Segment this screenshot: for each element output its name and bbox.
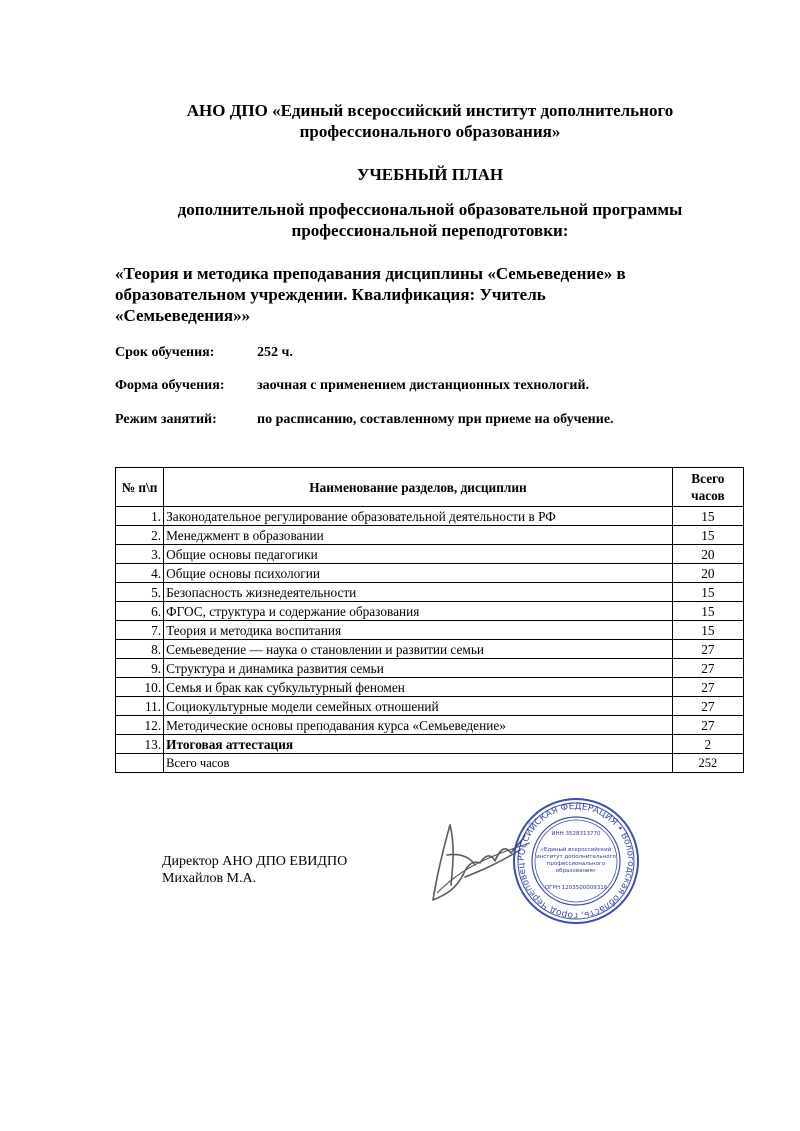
study-form-field bbox=[115, 378, 590, 394]
row-name: Методические основы преподавания курса «Семьеведение» bbox=[164, 716, 673, 735]
row-name: Общие основы педагогики bbox=[164, 545, 673, 564]
signer-position: Директор АНО ДПО ЕВИДПО bbox=[162, 854, 348, 869]
study-mode-field bbox=[115, 412, 614, 428]
row-number: 1. bbox=[116, 507, 164, 526]
row-number: 6. bbox=[116, 602, 164, 621]
row-hours: 27 bbox=[672, 716, 743, 735]
row-name: Менеджмент в образовании bbox=[164, 526, 673, 545]
row-hours: 27 bbox=[672, 697, 743, 716]
row-hours: 27 bbox=[672, 678, 743, 697]
row-name: Законодательное регулирование образовательной деятельности в РФ bbox=[164, 507, 673, 526]
header-name: Наименование разделов, дисциплин bbox=[164, 468, 673, 507]
organization-line-2: профессионального образования» bbox=[299, 122, 561, 141]
row-name: Безопасность жизнедеятельности bbox=[164, 583, 673, 602]
stamp-center-line-4: образования» bbox=[555, 868, 597, 874]
study-term-field bbox=[115, 345, 293, 361]
stamp-center-line-3: профессионального bbox=[546, 861, 606, 867]
table-row bbox=[116, 507, 744, 526]
program-line-2: образовательном учреждении. Квалификация: Учитель bbox=[115, 285, 546, 304]
header-hours-line-1: Всего bbox=[691, 471, 725, 486]
header-number: № п\п bbox=[116, 468, 164, 507]
table-row bbox=[116, 583, 744, 602]
row-number: 3. bbox=[116, 545, 164, 564]
table-row bbox=[116, 678, 744, 697]
header-hours-line-2: часов bbox=[691, 488, 725, 503]
row-number: 9. bbox=[116, 659, 164, 678]
row-number: 10. bbox=[116, 678, 164, 697]
table-row bbox=[116, 564, 744, 583]
table-row bbox=[116, 545, 744, 564]
table-row bbox=[116, 526, 744, 545]
study-mode-label: Режим занятий: bbox=[115, 412, 217, 427]
program-name bbox=[115, 263, 715, 326]
row-name: Структура и динамика развития семьи bbox=[164, 659, 673, 678]
row-hours: 15 bbox=[672, 526, 743, 545]
stamp-inn: ИНН 3528313770 bbox=[551, 831, 601, 837]
table-row bbox=[116, 621, 744, 640]
row-hours: 15 bbox=[672, 507, 743, 526]
study-term-value: 252 ч. bbox=[257, 345, 293, 360]
table-row bbox=[116, 602, 744, 621]
stamp-center-line-2: институт дополнительного bbox=[536, 854, 616, 860]
study-mode-value: по расписанию, составленному при приеме на обучение. bbox=[257, 412, 614, 427]
row-number: 5. bbox=[116, 583, 164, 602]
study-form-label: Форма обучения: bbox=[115, 378, 225, 393]
row-name: Итоговая аттестация bbox=[164, 735, 673, 754]
study-term-label: Срок обучения: bbox=[115, 345, 215, 360]
row-name: Социокультурные модели семейных отношений bbox=[164, 697, 673, 716]
header-hours bbox=[672, 468, 743, 507]
signer-name: Михайлов М.А. bbox=[162, 871, 257, 886]
stamp-ogrn: ОГРН 1203500009316 bbox=[544, 885, 608, 891]
row-name: Семья и брак как субкультурный феномен bbox=[164, 678, 673, 697]
program-line-1: «Теория и методика преподавания дисциплины «Семьеведение» в bbox=[115, 264, 626, 283]
total-hours: 252 bbox=[672, 754, 743, 773]
subtitle-line-2: профессиональной переподготовки: bbox=[291, 221, 569, 240]
row-number: 4. bbox=[116, 564, 164, 583]
total-label: Всего часов bbox=[164, 754, 673, 773]
stamp-outer-text: РОССИЙСКАЯ ФЕДЕРАЦИЯ • Вологодская область, город Череповец bbox=[516, 801, 636, 921]
row-number: 8. bbox=[116, 640, 164, 659]
row-number: 12. bbox=[116, 716, 164, 735]
subtitle-line-1: дополнительной профессиональной образовательной программы bbox=[177, 200, 683, 219]
stamp-center-line-1: «Единый всероссийский bbox=[540, 847, 612, 853]
table-row bbox=[116, 735, 744, 754]
document-subtitle bbox=[100, 199, 760, 241]
study-form-value: заочная с применением дистанционных технологий. bbox=[257, 378, 590, 393]
row-hours: 27 bbox=[672, 640, 743, 659]
table-row bbox=[116, 659, 744, 678]
row-hours: 27 bbox=[672, 659, 743, 678]
signer-block bbox=[162, 853, 347, 887]
row-name: ФГОС, структура и содержание образования bbox=[164, 602, 673, 621]
total-number bbox=[116, 754, 164, 773]
curriculum-table bbox=[115, 467, 744, 773]
organization-line-1: АНО ДПО «Единый всероссийский институт дополнительного bbox=[186, 101, 674, 120]
table-row bbox=[116, 640, 744, 659]
organization-name bbox=[100, 100, 760, 142]
row-hours: 15 bbox=[672, 602, 743, 621]
row-number: 11. bbox=[116, 697, 164, 716]
row-name: Общие основы психологии bbox=[164, 564, 673, 583]
table-row bbox=[116, 697, 744, 716]
row-hours: 2 bbox=[672, 735, 743, 754]
row-hours: 15 bbox=[672, 621, 743, 640]
row-name: Теория и методика воспитания bbox=[164, 621, 673, 640]
table-row bbox=[116, 716, 744, 735]
table-header-row bbox=[116, 468, 744, 507]
row-hours: 15 bbox=[672, 583, 743, 602]
row-hours: 20 bbox=[672, 545, 743, 564]
row-hours: 20 bbox=[672, 564, 743, 583]
row-name: Семьеведение — наука о становлении и развитии семьи bbox=[164, 640, 673, 659]
total-row bbox=[116, 754, 744, 773]
program-line-3: «Семьеведения»» bbox=[115, 306, 251, 325]
document-title: УЧЕБНЫЙ ПЛАН bbox=[356, 165, 504, 184]
row-number: 13. bbox=[116, 735, 164, 754]
row-number: 2. bbox=[116, 526, 164, 545]
row-number: 7. bbox=[116, 621, 164, 640]
official-stamp bbox=[510, 795, 642, 927]
